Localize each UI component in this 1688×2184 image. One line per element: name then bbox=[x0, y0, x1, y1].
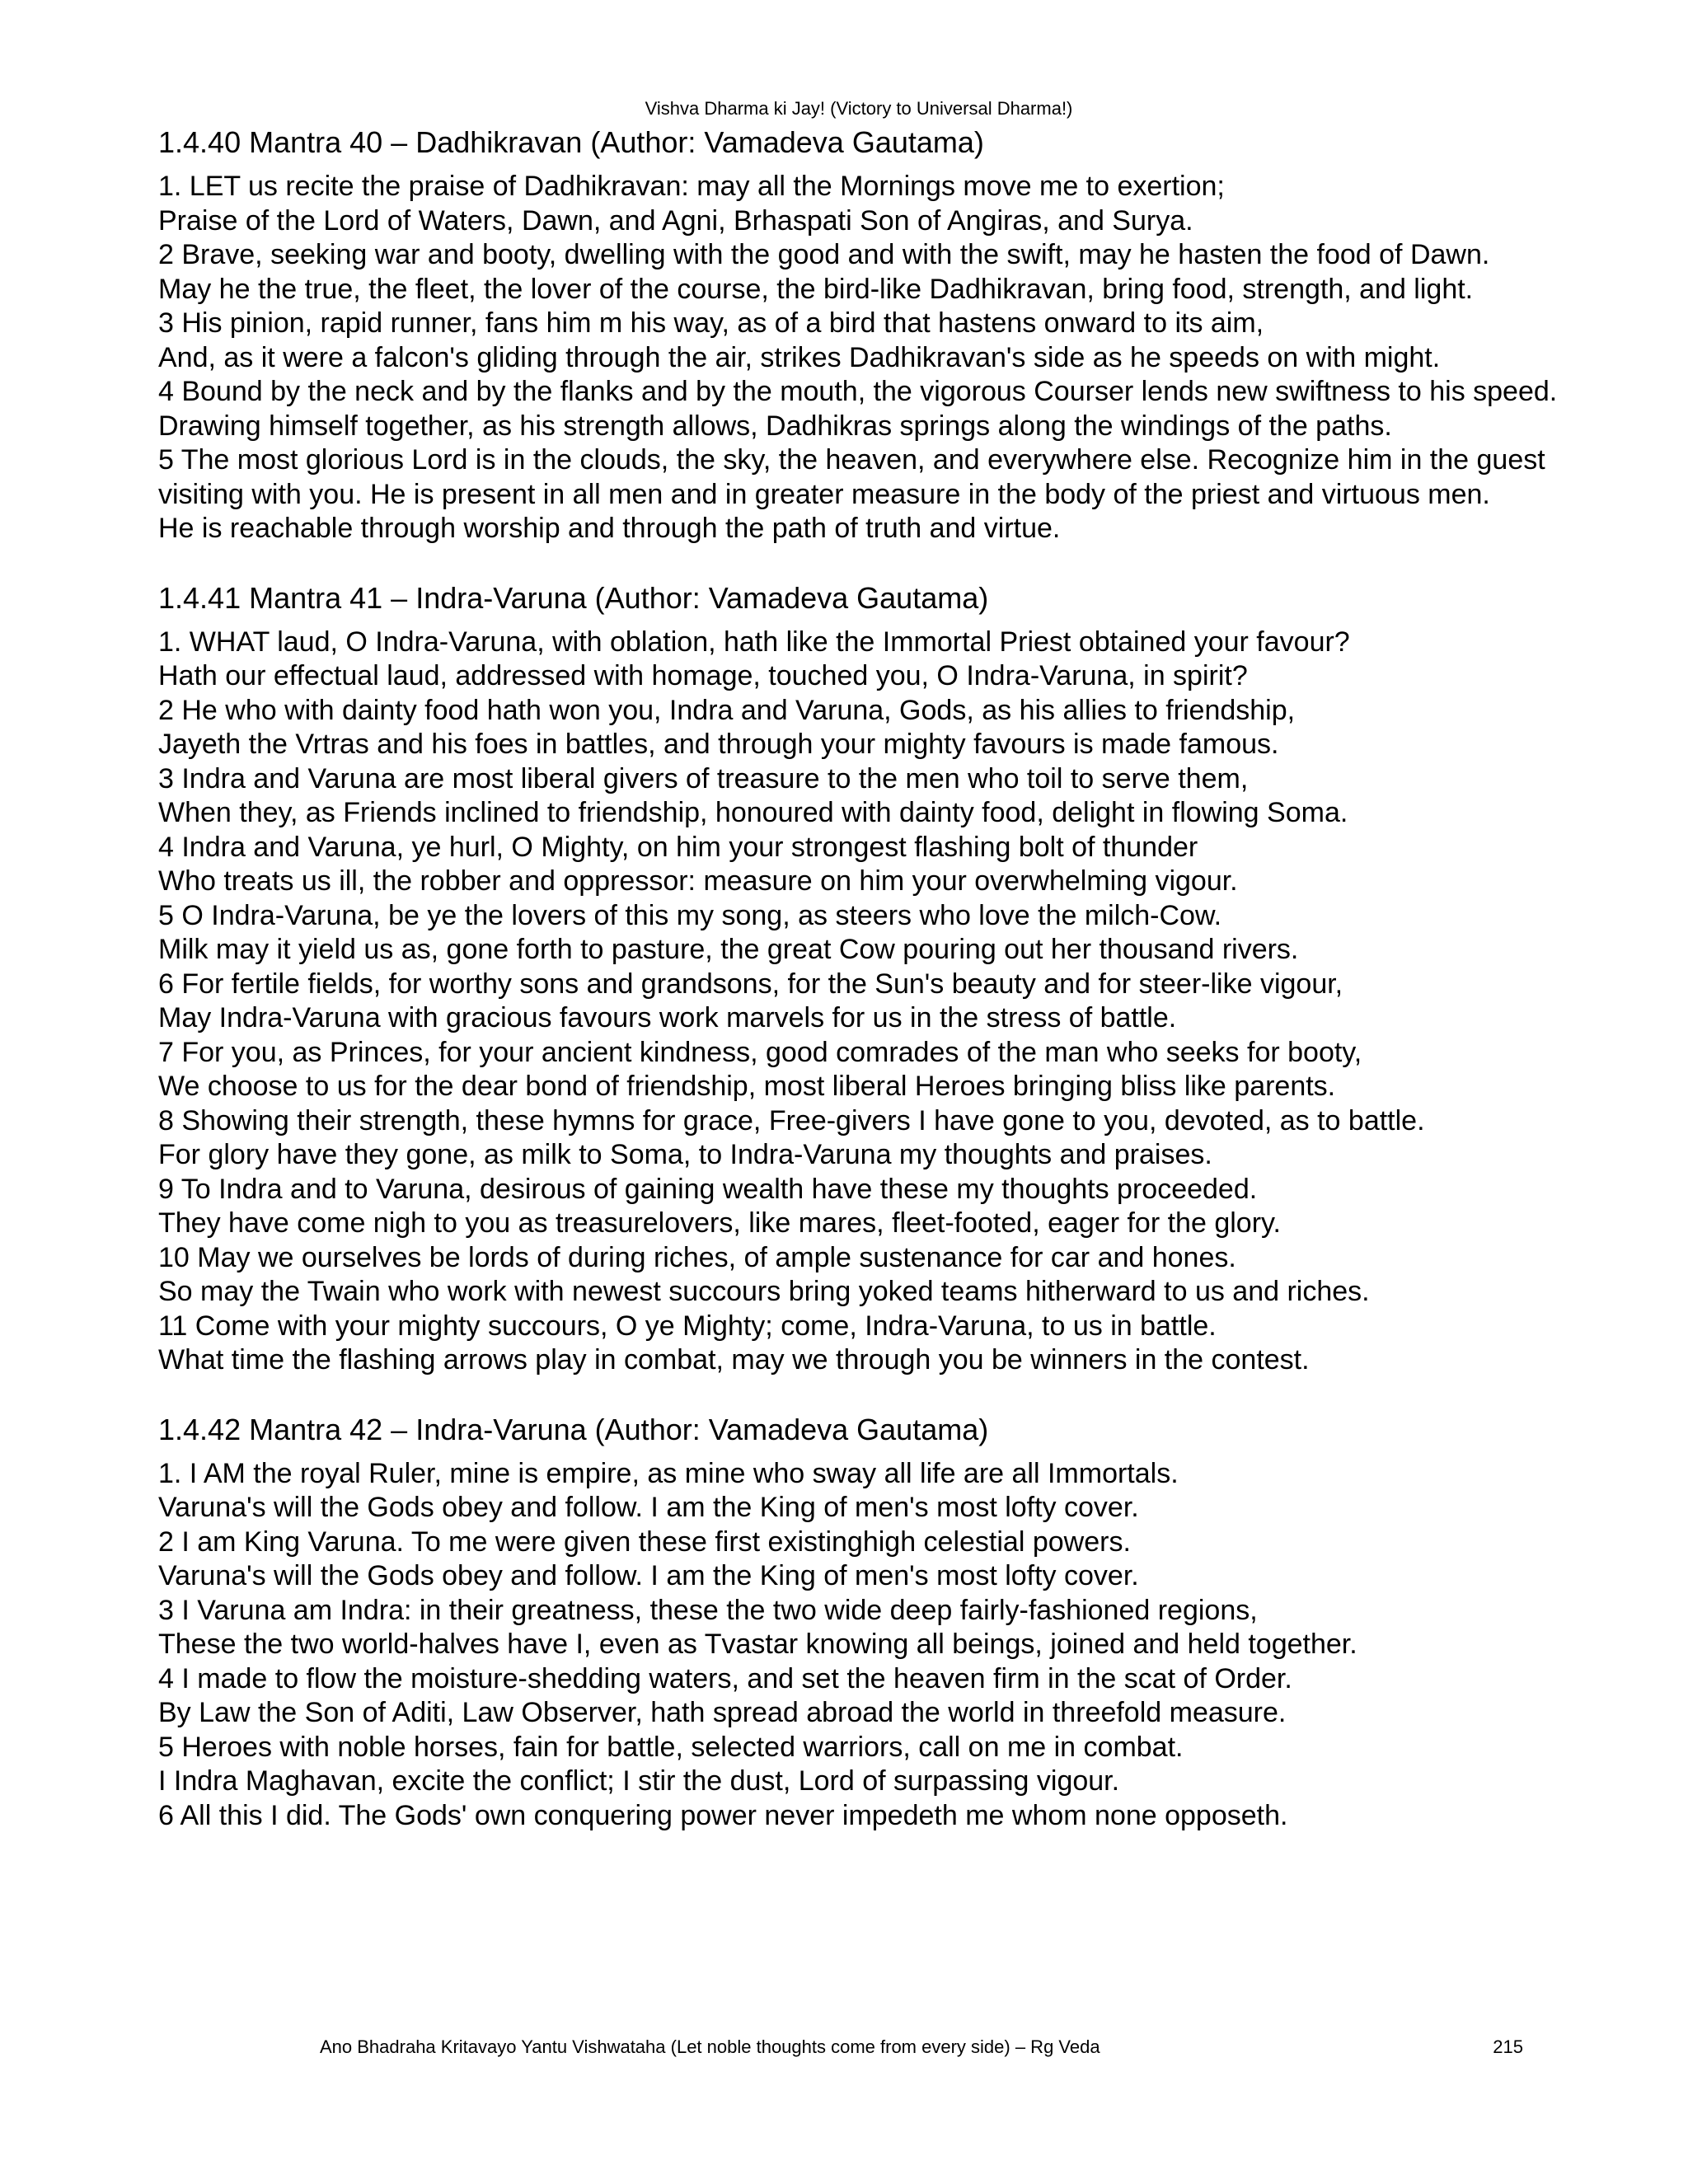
verse-line: Varuna's will the Gods obey and follow. I am the King of men's most lofty cover. bbox=[158, 1492, 1139, 1523]
verse-line: 2 He who with dainty food hath won you, Indra and Varuna, Gods, as his allies to friendship, bbox=[158, 694, 1296, 726]
verse-line: 4 Indra and Varuna, ye hurl, O Mighty, on him your strongest flashing bolt of thunder bbox=[158, 831, 1198, 863]
mantra-section bbox=[158, 1411, 1559, 1834]
footer-quote: Ano Bhadraha Kritavayo Yantu Vishwataha (Let noble thoughts come from every side) – Rg Veda bbox=[320, 2036, 1100, 2057]
verse-line: Drawing himself together, as his strength allows, Dadhikras springs along the windings of the paths. bbox=[158, 410, 1392, 442]
verse-line: 4 I made to flow the moisture-shedding waters, and set the heaven firm in the scat of Order. bbox=[158, 1662, 1292, 1694]
verse-line: 6 All this I did. The Gods' own conquering power never impedeth me whom none opposeth. bbox=[158, 1799, 1288, 1831]
verse-line: They have come nigh to you as treasurelovers, like mares, fleet-footed, eager for the glory. bbox=[158, 1207, 1281, 1239]
verse-line: 1. LET us recite the praise of Dadhikravan: may all the Mornings move me to exertion; bbox=[158, 171, 1225, 202]
mantra-section bbox=[158, 124, 1559, 546]
section-heading: 1.4.40 Mantra 40 – Dadhikravan (Author: Vamadeva Gautama) bbox=[158, 125, 984, 159]
page-body bbox=[158, 97, 1559, 1833]
section-heading: 1.4.41 Mantra 41 – Indra-Varuna (Author: Vamadeva Gautama) bbox=[158, 580, 989, 615]
sections-container bbox=[158, 124, 1559, 1833]
verse-line: 3 His pinion, rapid runner, fans him m his way, as of a bird that hastens onward to its aim, bbox=[158, 307, 1264, 339]
verse-line: 9 To Indra and to Varuna, desirous of gaining wealth have these my thoughts proceeded. bbox=[158, 1173, 1258, 1205]
verse-line: 8 Showing their strength, these hymns for grace, Free-givers I have gone to you, devoted, as to battle. bbox=[158, 1104, 1425, 1137]
verse-line: So may the Twain who work with newest succours bring yoked teams hitherward to us and riches. bbox=[158, 1276, 1370, 1307]
verse-line: Praise of the Lord of Waters, Dawn, and Agni, Brhaspati Son of Angiras, and Surya. bbox=[158, 204, 1193, 237]
verse-line: 11 Come with your mighty succours, O ye Mighty; come, Indra-Varuna, to us in battle. bbox=[158, 1310, 1217, 1342]
verse-line: 3 Indra and Varuna are most liberal givers of treasure to the men who toil to serve them, bbox=[158, 762, 1249, 794]
verse-line: When they, as Friends inclined to friendship, honoured with dainty food, delight in flowing Soma. bbox=[158, 797, 1348, 828]
verse-line: 3 I Varuna am Indra: in their greatness, these the two wide deep fairly-fashioned regions, bbox=[158, 1594, 1258, 1626]
verse-line: What time the flashing arrows play in combat, may we through you be winners in the contest. bbox=[158, 1344, 1310, 1376]
verse-line: Hath our effectual laud, addressed with homage, touched you, O Indra-Varuna, in spirit? bbox=[158, 660, 1248, 691]
verse-line: 2 Brave, seeking war and booty, dwelling with the good and with the swift, may he hasten the food of Dawn. bbox=[158, 239, 1490, 270]
verse-line: 5 O Indra-Varuna, be ye the lovers of this my song, as steers who love the milch-Cow. bbox=[158, 899, 1222, 931]
verse-line: And, as it were a falcon's gliding through the air, strikes Dadhikravan's side as he speeds on with might. bbox=[158, 341, 1441, 373]
verse-line: 2 I am King Varuna. To me were given these first existinghigh celestial powers. bbox=[158, 1526, 1131, 1558]
verse-line: He is reachable through worship and through the path of truth and virtue. bbox=[158, 513, 1061, 544]
verse-line: 4 Bound by the neck and by the flanks and by the mouth, the vigorous Courser lends new swiftness to his speed. bbox=[158, 376, 1558, 407]
verse-line: Who treats us ill, the robber and oppressor: measure on him your overwhelming vigour. bbox=[158, 865, 1238, 897]
verse-line: 5 The most glorious Lord is in the clouds, the sky, the heaven, and everywhere else. Recognize him in the guest bbox=[158, 444, 1545, 476]
verse-line: By Law the Son of Aditi, Law Observer, hath spread abroad the world in threefold measure. bbox=[158, 1697, 1287, 1728]
mantra-section bbox=[158, 579, 1559, 1378]
verse-line: Varuna's will the Gods obey and follow. I am the King of men's most lofty cover. bbox=[158, 1560, 1139, 1591]
verse-line: We choose to us for the dear bond of friendship, most liberal Heroes bringing bliss like parents. bbox=[158, 1071, 1336, 1102]
verse-line: 10 May we ourselves be lords of during riches, of ample sustenance for car and hones. bbox=[158, 1241, 1236, 1273]
verse-line: Jayeth the Vrtras and his foes in battles, and through your mighty favours is made famous. bbox=[158, 729, 1279, 760]
verse-line: 1. WHAT laud, O Indra-Varuna, with oblation, hath like the Immortal Priest obtained your favour? bbox=[158, 626, 1350, 658]
verse-line: 7 For you, as Princes, for your ancient kindness, good comrades of the man who seeks for booty, bbox=[158, 1036, 1362, 1068]
verse-line: 6 For fertile fields, for worthy sons and grandsons, for the Sun's beauty and for steer-like vigour, bbox=[158, 968, 1343, 1000]
verse-line: May Indra-Varuna with gracious favours work marvels for us in the stress of battle. bbox=[158, 1002, 1177, 1033]
verse-line: visiting with you. He is present in all men and in greater measure in the body of the priest and virtuous men. bbox=[158, 478, 1490, 510]
verse-line: 1. I AM the royal Ruler, mine is empire, as mine who sway all life are all Immortals. bbox=[158, 1457, 1179, 1489]
verse-line: I Indra Maghavan, excite the conflict; I stir the dust, Lord of surpassing vigour. bbox=[158, 1765, 1120, 1797]
section-heading: 1.4.42 Mantra 42 – Indra-Varuna (Author: Vamadeva Gautama) bbox=[158, 1412, 989, 1446]
verse-line: 5 Heroes with noble horses, fain for battle, selected warriors, call on me in combat. bbox=[158, 1731, 1184, 1763]
verse-line: For glory have they gone, as milk to Soma, to Indra-Varuna my thoughts and praises. bbox=[158, 1139, 1212, 1170]
page-number: 215 bbox=[1493, 2036, 1523, 2057]
verse-line: These the two world-halves have I, even as Tvastar knowing all beings, joined and held together. bbox=[158, 1629, 1357, 1660]
verse-line: Milk may it yield us as, gone forth to pasture, the great Cow pouring out her thousand rivers. bbox=[158, 934, 1299, 965]
verse-line: May he the true, the fleet, the lover of the course, the bird-like Dadhikravan, bring food, strength, and light. bbox=[158, 273, 1474, 305]
running-header: Vishva Dharma ki Jay! (Victory to Universal Dharma!) bbox=[645, 98, 1073, 119]
